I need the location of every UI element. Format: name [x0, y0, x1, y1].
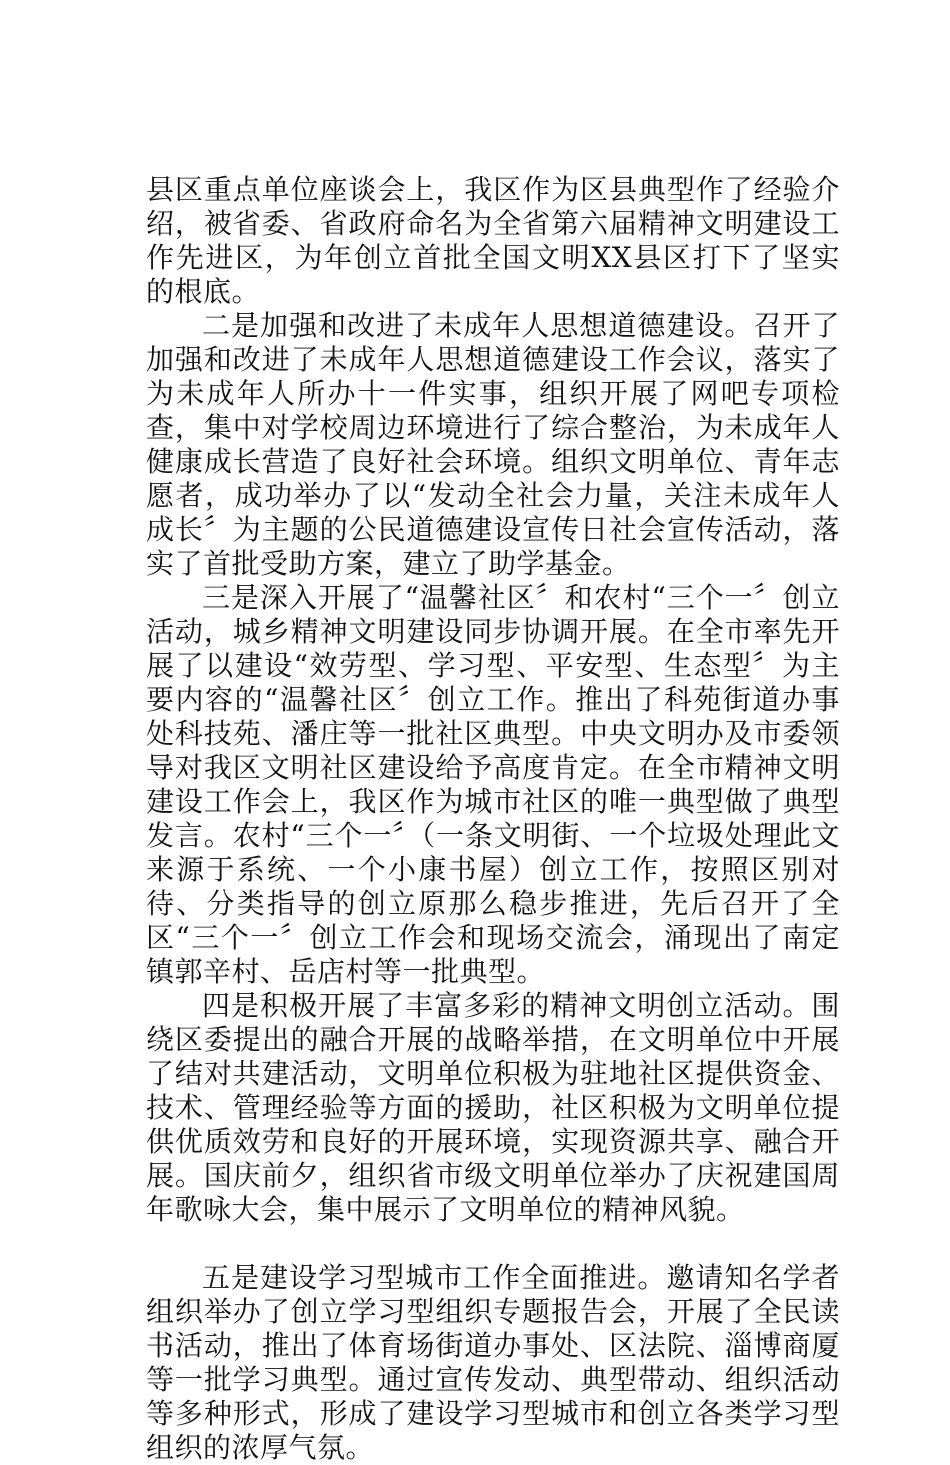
paragraph-5: 五是建设学习型城市工作全面推进。邀请知名学者组织举办了创立学习型组织专题报告会，开展了全民读书活动，推出了体育场街道办事处、区法院、淄博商厦等一批学习典型。通过宣传发动、典型带动、组织活动等多种形式，形成了建设学习型城市和创立各类学习型组织的浓厚气氛。	[146, 1261, 840, 1464]
document-body	[146, 173, 840, 1465]
paragraph-2: 二是加强和改进了未成年人思想道德建设。召开了加强和改进了未成年人思想道德建设工作会议，落实了为未成年人所办十一件实事，组织开展了网吧专项检查，集中对学校周边环境进行了综合整治，为未成年人健康成长营造了良好社会环境。组织文明单位、青年志愿者，成功举办了以“发动全社会力量，关注未成年人成长〞为主题的公民道德建设宣传日社会宣传活动，落实了首批受助方案，建立了助学基金。	[146, 309, 840, 580]
paragraph-spacer	[146, 1227, 840, 1261]
paragraph-4: 四是积极开展了丰富多彩的精神文明创立活动。围绕区委提出的融合开展的战略举措，在文明单位中开展了结对共建活动，文明单位积极为驻地社区提供资金、技术、管理经验等方面的援助，社区积极为文明单位提供优质效劳和良好的开展环境，实现资源共享、融合开展。国庆前夕，组织省市级文明单位举办了庆祝建国周年歌咏大会，集中展示了文明单位的精神风貌。	[146, 989, 840, 1226]
paragraph-1: 县区重点单位座谈会上，我区作为区县典型作了经验介绍，被省委、省政府命名为全省第六届精神文明建设工作先进区，为年创立首批全国文明XX县区打下了坚实的根底。	[146, 173, 840, 308]
paragraph-3: 三是深入开展了“温馨社区〞和农村“三个一〞创立活动，城乡精神文明建设同步协调开展。在全市率先开展了以建设“效劳型、学习型、平安型、生态型〞为主要内容的“温馨社区〞创立工作。推出了科苑街道办事处科技苑、潘庄等一批社区典型。中央文明办及市委领导对我区文明社区建设给予高度肯定。在全市精神文明建设工作会上，我区作为城市社区的唯一典型做了典型发言。农村“三个一〞（一条文明街、一个垃圾处理此文来源于系统、一个小康书屋）创立工作，按照区别对待、分类指导的创立原那么稳步推进，先后召开了全区“三个一〞创立工作会和现场交流会，涌现出了南定镇郭辛村、岳店村等一批典型。	[146, 581, 840, 988]
